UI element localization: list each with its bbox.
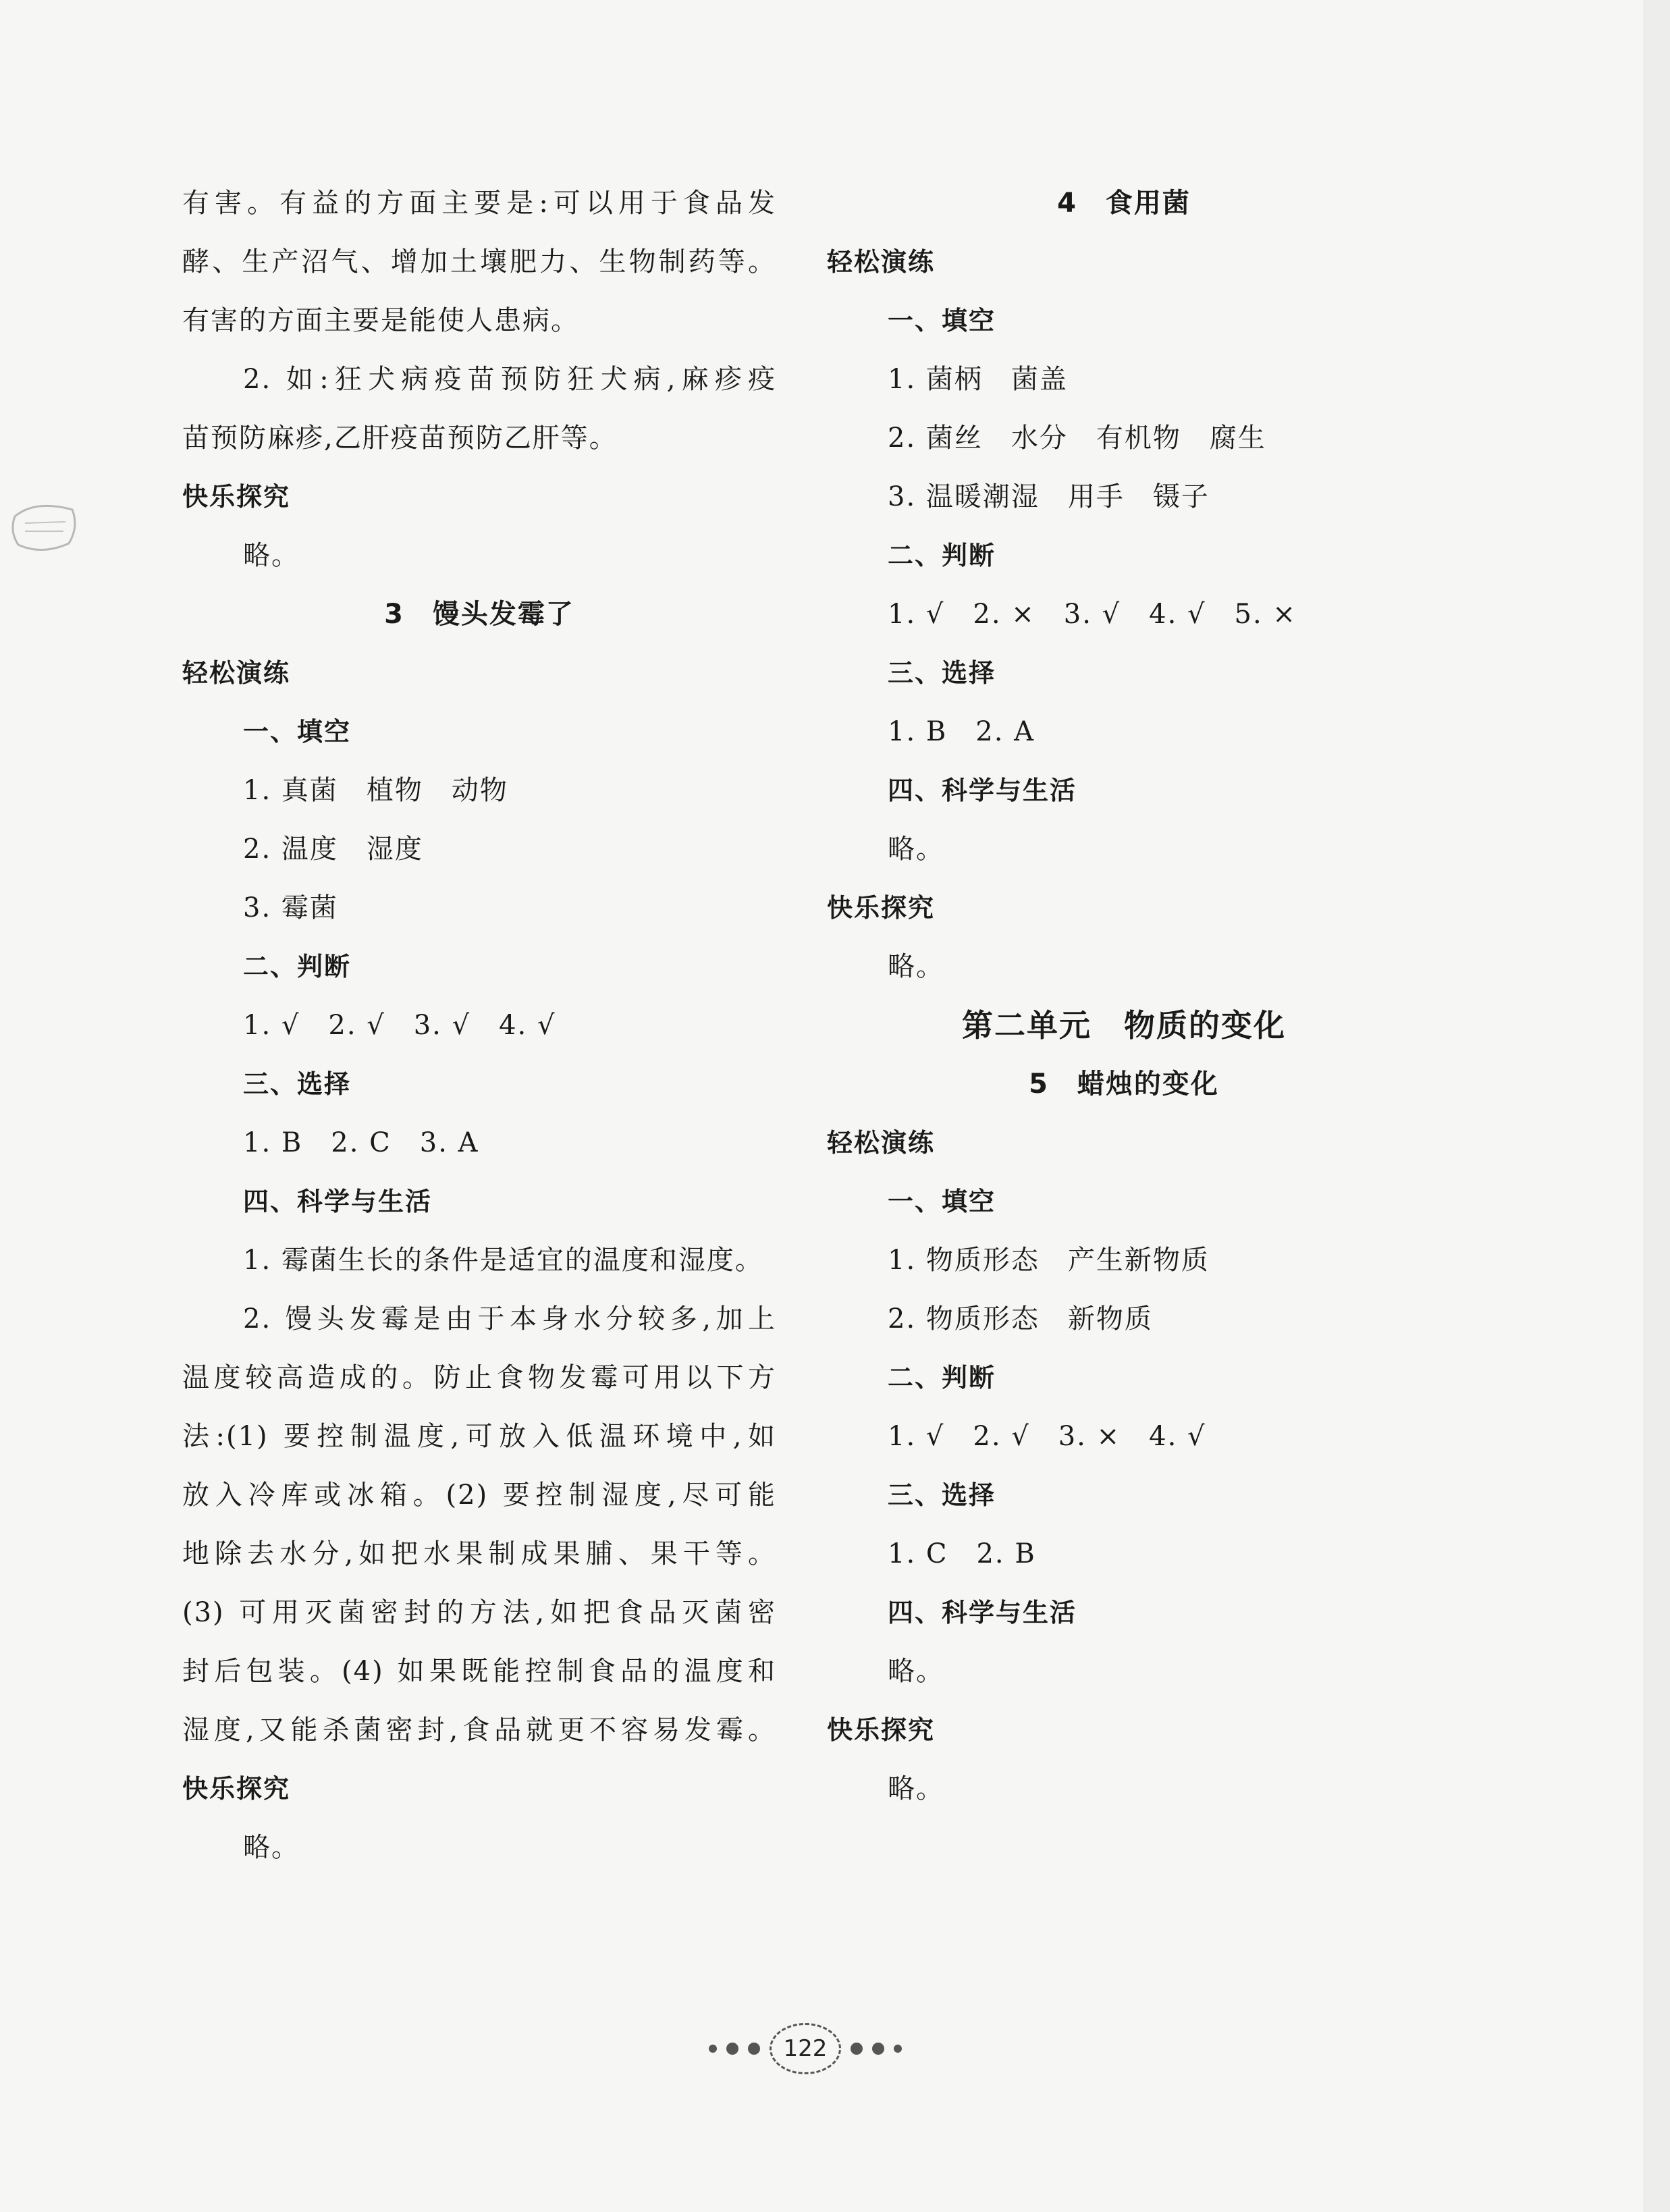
- subsection-heading: 三、选择: [888, 1480, 996, 1510]
- answer-text: 1. 真菌 植物 动物: [243, 775, 508, 806]
- answer-text: 略。: [888, 1773, 944, 1804]
- text-line: 封后包装。(4) 如果既能控制食品的温度和: [182, 1656, 776, 1687]
- text-line: 法:(1) 要控制温度,可放入低温环境中,如: [182, 1421, 776, 1452]
- subsection-heading: 二、判断: [888, 541, 996, 570]
- text-line: 地除去水分,如把水果制成果脯、果干等。: [182, 1538, 776, 1569]
- answer-text: 1. √ 2. √ 3. √ 4. √: [243, 1010, 556, 1041]
- answer-text: 1. √ 2. × 3. √ 4. √ 5. ×: [888, 599, 1297, 630]
- text-line: 酵、生产沼气、增加土壤肥力、生物制药等。: [182, 246, 776, 277]
- answer-text: 3. 温暖潮湿 用手 镊子: [888, 481, 1210, 512]
- text-line: 放入冷库或冰箱。(2) 要控制湿度,尽可能: [182, 1480, 776, 1511]
- page-number: 122: [770, 2023, 841, 2074]
- lesson-title: 4 食用菌: [1057, 188, 1191, 219]
- dot-icon: [894, 2045, 902, 2053]
- text-line: 湿度,又能杀菌密封,食品就更不容易发霉。: [182, 1715, 776, 1746]
- answer-text: 1. 霉菌生长的条件是适宜的温度和湿度。: [243, 1245, 763, 1276]
- subsection-heading: 四、科学与生活: [243, 1187, 433, 1216]
- answer-text: 1. 物质形态 产生新物质: [888, 1245, 1210, 1276]
- subsection-heading: 三、选择: [888, 658, 996, 688]
- text-line: 有害。有益的方面主要是:可以用于食品发: [182, 188, 776, 219]
- subsection-heading: 四、科学与生活: [888, 1598, 1077, 1627]
- page-number-badge: [709, 2022, 902, 2076]
- lesson-title: 5 蜡烛的变化: [1029, 1069, 1219, 1100]
- subsection-heading: 一、填空: [243, 717, 352, 747]
- dot-icon: [748, 2043, 760, 2055]
- section-heading: 快乐探究: [827, 1715, 936, 1745]
- subsection-heading: 二、判断: [888, 1363, 996, 1393]
- answer-text: 略。: [888, 1656, 944, 1687]
- section-heading: 快乐探究: [182, 482, 291, 512]
- answer-text: 1. B 2. A: [888, 716, 1035, 747]
- answer-text: 略。: [243, 540, 300, 571]
- stamp-mark-icon: [8, 496, 82, 557]
- right-column: [827, 174, 1421, 1818]
- subsection-heading: 一、填空: [888, 306, 996, 335]
- answer-text: 3. 霉菌: [243, 892, 338, 923]
- page-edge: [1643, 0, 1670, 2212]
- dot-icon: [709, 2045, 717, 2053]
- answer-text: 2. 菌丝 水分 有机物 腐生: [888, 423, 1266, 454]
- answer-text: 1. 菌柄 菌盖: [888, 364, 1068, 395]
- section-heading: 快乐探究: [182, 1774, 291, 1804]
- dot-icon: [872, 2043, 884, 2055]
- subsection-heading: 二、判断: [243, 952, 352, 981]
- dot-icon: [726, 2043, 738, 2055]
- answer-text: 1. C 2. B: [888, 1538, 1036, 1569]
- unit-title: 第二单元 物质的变化: [962, 1007, 1286, 1044]
- answer-text: 略。: [888, 834, 944, 865]
- lesson-title: 3 馒头发霉了: [384, 599, 574, 630]
- text-line: (3) 可用灭菌密封的方法,如把食品灭菌密: [182, 1597, 776, 1628]
- subsection-heading: 三、选择: [243, 1069, 352, 1099]
- answer-text: 略。: [243, 1832, 300, 1863]
- answer-text: 1. √ 2. √ 3. × 4. √: [888, 1421, 1206, 1452]
- left-column: [182, 174, 776, 1877]
- answer-text: 2. 物质形态 新物质: [888, 1303, 1153, 1334]
- answer-text: 略。: [888, 951, 944, 982]
- answer-text: 2. 温度 湿度: [243, 834, 423, 865]
- text-line: 苗预防麻疹,乙肝疫苗预防乙肝等。: [182, 423, 618, 454]
- text-line: 2. 如:狂犬病疫苗预防狂犬病,麻疹疫: [243, 364, 776, 395]
- dot-icon: [851, 2043, 863, 2055]
- text-line: 温度较高造成的。防止食物发霉可用以下方: [182, 1362, 776, 1393]
- section-heading: 轻松演练: [827, 247, 936, 277]
- subsection-heading: 一、填空: [888, 1187, 996, 1216]
- subsection-heading: 四、科学与生活: [888, 776, 1077, 805]
- section-heading: 快乐探究: [827, 893, 936, 923]
- text-line: 2. 馒头发霉是由于本身水分较多,加上: [243, 1303, 776, 1334]
- section-heading: 轻松演练: [182, 658, 291, 688]
- text-line: 有害的方面主要是能使人患病。: [182, 305, 579, 336]
- section-heading: 轻松演练: [827, 1128, 936, 1158]
- answer-text: 1. B 2. C 3. A: [243, 1127, 479, 1158]
